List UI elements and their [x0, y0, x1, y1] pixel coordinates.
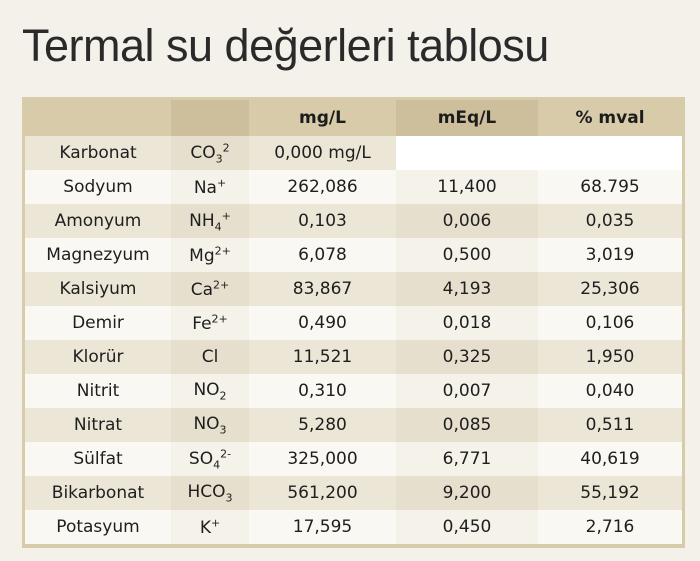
table-row	[25, 374, 682, 408]
formula-base: Fe	[192, 313, 212, 334]
element-name-cell: Kalsiyum	[25, 272, 171, 306]
formula-superscript: +	[216, 176, 227, 190]
formula-base: K	[199, 517, 211, 538]
table-frame	[22, 97, 685, 548]
meq-per-l-cell: 0,450	[396, 510, 538, 544]
formula-subscript: 3	[215, 152, 223, 166]
formula-base: SO	[188, 448, 214, 469]
element-name-cell: Nitrat	[25, 408, 171, 442]
formula-superscript: 2+	[214, 244, 231, 258]
percent-mval-cell: 1,950	[538, 340, 682, 374]
formula-subscript: 4	[213, 458, 221, 472]
element-name-cell: Bikarbonat	[25, 476, 171, 510]
element-name-cell: Nitrit	[25, 374, 171, 408]
table-row	[25, 272, 682, 306]
meq-per-l-cell: 0,325	[396, 340, 538, 374]
table-header-row	[25, 100, 682, 136]
formula-subscript: 2	[219, 389, 227, 403]
chemical-formula	[194, 178, 226, 198]
table-row	[25, 204, 682, 238]
formula-cell	[171, 374, 249, 408]
formula-cell	[171, 204, 249, 238]
header-formula	[171, 100, 249, 136]
chemical-formula	[200, 518, 220, 538]
thermal-water-values-table	[25, 100, 682, 544]
percent-mval-cell: 40,619	[538, 442, 682, 476]
chemical-formula	[190, 140, 230, 166]
formula-base: HCO	[187, 481, 226, 502]
percent-mval-cell: 0,106	[538, 306, 682, 340]
mg-per-l-cell: 262,086	[249, 170, 396, 204]
table-row	[25, 510, 682, 544]
mg-per-l-cell: 0,490	[249, 306, 396, 340]
page-title: Termal su değerleri tablosu	[22, 20, 549, 71]
table-row	[25, 136, 682, 170]
element-name-cell: Klorür	[25, 340, 171, 374]
header-mg-per-l: mg/L	[249, 100, 396, 136]
table-row	[25, 170, 682, 204]
formula-superscript: 2+	[213, 278, 230, 292]
formula-base: Mg	[189, 245, 215, 266]
header-meq-per-l: mEq/L	[396, 100, 538, 136]
formula-cell	[171, 272, 249, 306]
meq-per-l-cell: 6,771	[396, 442, 538, 476]
formula-base: NO	[193, 413, 220, 434]
meq-per-l-cell: 0,018	[396, 306, 538, 340]
formula-cell	[171, 136, 249, 170]
formula-base: Cl	[201, 347, 219, 367]
table-body	[25, 136, 682, 544]
mg-per-l-cell: 0,310	[249, 374, 396, 408]
meq-per-l-cell: 4,193	[396, 272, 538, 306]
percent-mval-cell: 68.795	[538, 170, 682, 204]
meq-per-l-cell: 11,400	[396, 170, 538, 204]
mg-per-l-cell: 325,000	[249, 442, 396, 476]
percent-mval-cell: 55,192	[538, 476, 682, 510]
element-name-cell: Potasyum	[25, 510, 171, 544]
table-row	[25, 442, 682, 476]
table-row	[25, 238, 682, 272]
table-row	[25, 408, 682, 442]
formula-superscript: 2+	[211, 312, 228, 326]
chemical-formula	[202, 347, 219, 367]
meq-per-l-cell: 0,085	[396, 408, 538, 442]
meq-per-l-cell: 0,006	[396, 204, 538, 238]
percent-mval-cell: 0,040	[538, 374, 682, 408]
percent-mval-cell: 25,306	[538, 272, 682, 306]
chemical-formula	[193, 379, 227, 403]
formula-subscript: 4	[214, 220, 222, 234]
formula-cell	[171, 238, 249, 272]
formula-cell	[171, 476, 249, 510]
mg-per-l-cell: 17,595	[249, 510, 396, 544]
formula-base: NH	[189, 210, 215, 231]
header-name	[25, 100, 171, 136]
meq-per-l-cell: 0,500	[396, 238, 538, 272]
table-row	[25, 476, 682, 510]
formula-cell	[171, 442, 249, 476]
mg-per-l-cell: 561,200	[249, 476, 396, 510]
chemical-formula	[192, 314, 228, 334]
formula-cell	[171, 340, 249, 374]
percent-mval-cell	[538, 136, 682, 170]
formula-superscript: +	[221, 208, 231, 222]
meq-per-l-cell	[396, 136, 538, 170]
formula-subscript: 3	[219, 423, 227, 437]
chemical-formula	[191, 280, 230, 300]
chemical-formula	[193, 413, 227, 437]
formula-base: Ca	[190, 279, 214, 300]
chemical-formula	[187, 481, 233, 505]
percent-mval-cell: 2,716	[538, 510, 682, 544]
element-name-cell: Karbonat	[25, 136, 171, 170]
meq-per-l-cell: 9,200	[396, 476, 538, 510]
formula-base: Na	[193, 177, 217, 198]
chemical-formula	[189, 246, 231, 266]
mg-per-l-cell: 5,280	[249, 408, 396, 442]
table-row	[25, 340, 682, 374]
element-name-cell: Sodyum	[25, 170, 171, 204]
chemical-formula	[189, 208, 231, 234]
formula-cell	[171, 306, 249, 340]
formula-subscript: 3	[225, 491, 233, 505]
table-row	[25, 306, 682, 340]
mg-per-l-cell: 83,867	[249, 272, 396, 306]
element-name-cell: Demir	[25, 306, 171, 340]
formula-cell	[171, 510, 249, 544]
mg-per-l-cell: 6,078	[249, 238, 396, 272]
formula-base: CO	[190, 142, 216, 163]
mg-per-l-cell: 0,103	[249, 204, 396, 238]
formula-superscript: 2-	[220, 446, 232, 460]
formula-superscript: 2	[222, 140, 230, 154]
mg-per-l-cell: 11,521	[249, 340, 396, 374]
percent-mval-cell: 0,035	[538, 204, 682, 238]
formula-cell	[171, 170, 249, 204]
formula-base: NO	[193, 379, 220, 400]
chemical-formula	[188, 446, 232, 472]
element-name-cell: Magnezyum	[25, 238, 171, 272]
percent-mval-cell: 0,511	[538, 408, 682, 442]
percent-mval-cell: 3,019	[538, 238, 682, 272]
element-name-cell: Sülfat	[25, 442, 171, 476]
mg-per-l-cell: 0,000 mg/L	[249, 136, 396, 170]
formula-superscript: +	[210, 516, 221, 530]
meq-per-l-cell: 0,007	[396, 374, 538, 408]
header-percent-mval: % mval	[538, 100, 682, 136]
element-name-cell: Amonyum	[25, 204, 171, 238]
formula-cell	[171, 408, 249, 442]
